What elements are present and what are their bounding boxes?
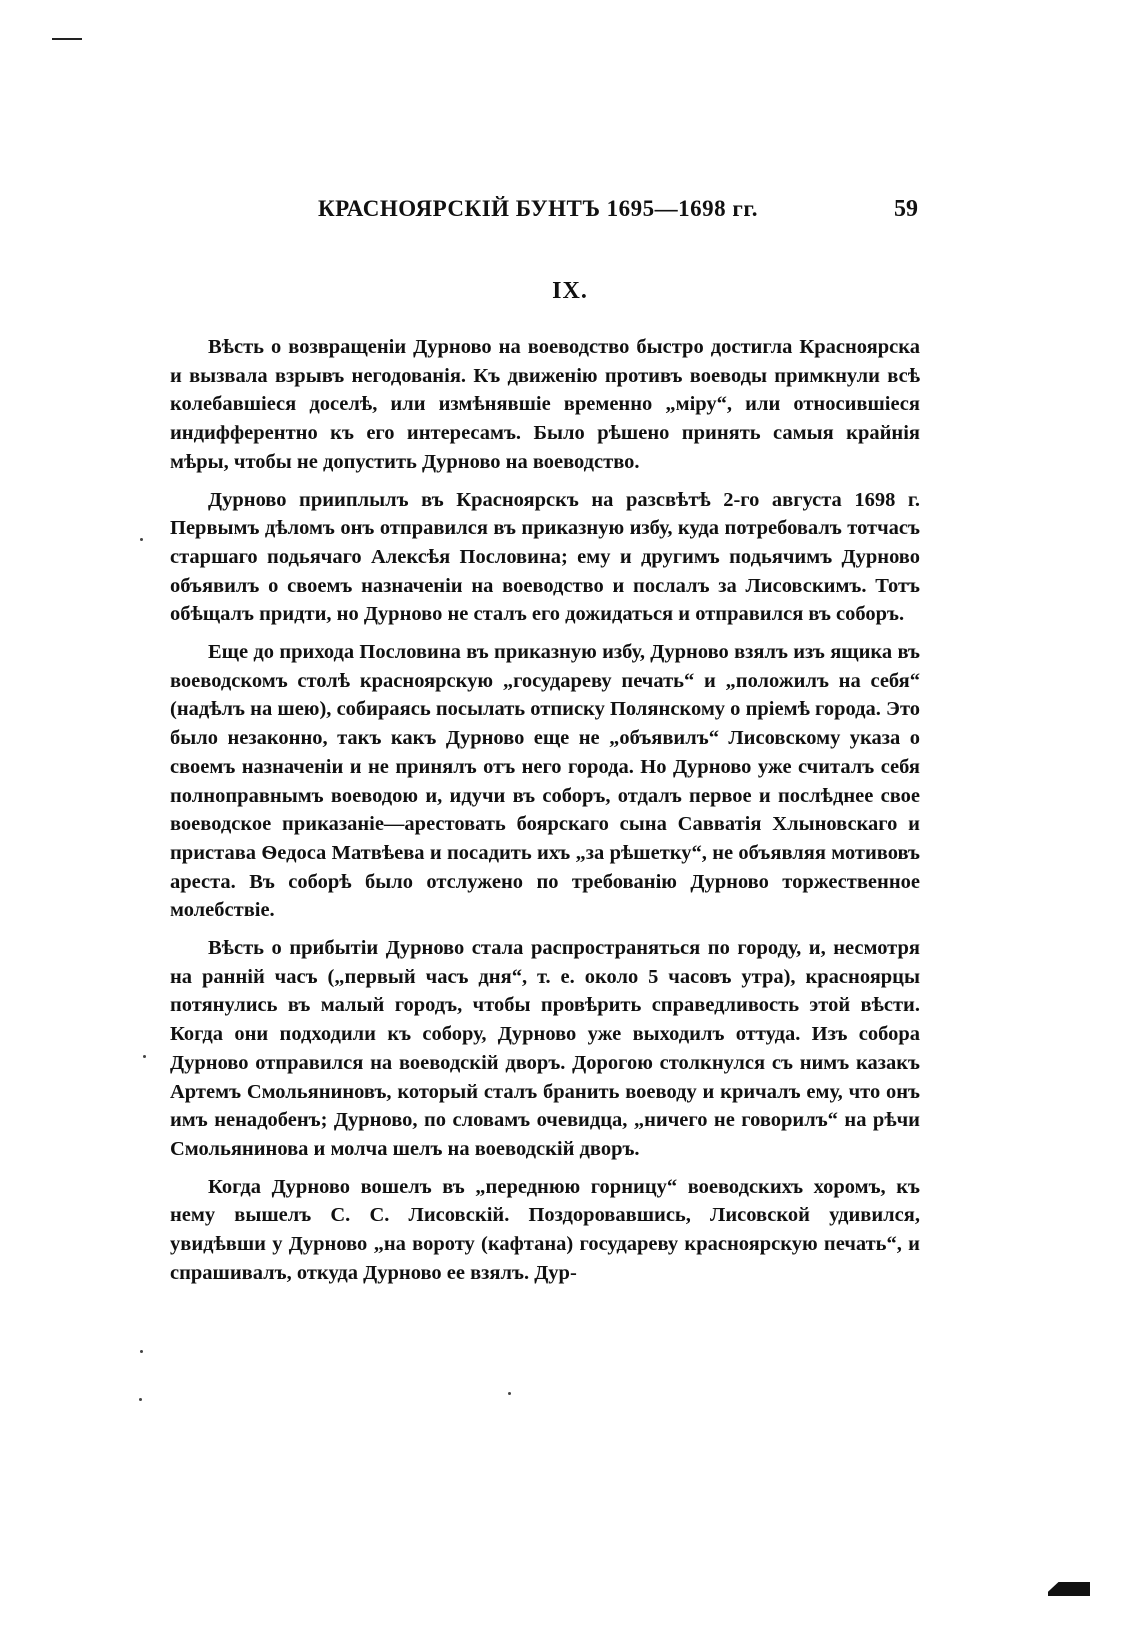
paragraph-3: Еще до прихода Пословина въ приказную избу, Дурново взялъ изъ ящика въ воеводскомъ столѣ красноярскую „государеву печать“ и „положилъ на себя“ (надѣлъ на шею), собираясь посылать отписку Полянскому о пріемѣ города. Это было незаконно, такъ какъ Дурново еще не „объявилъ“ Лисовскому указа о своемъ назначеніи и не принялъ отъ него города. Но Дурново уже считалъ себя полноправнымъ воеводою и, идучи въ соборъ, отдалъ первое и послѣднее свое воеводское приказаніе—арестовать боярскаго сына Савватія Хлыновскаго и пристава Ѳедоса Матвѣева и посадить ихъ „за рѣшетку“, не объявляя мотивовъ ареста. Въ соборѣ было отслужено по требованію Дурново торжественное молебствіе. bbox=[170, 641, 920, 922]
running-title: КРАСНОЯРСКІЙ БУНТЪ 1695—1698 гг. bbox=[318, 196, 758, 221]
scan-speck bbox=[140, 1350, 143, 1353]
scan-edge-blot bbox=[1048, 1582, 1090, 1596]
paragraph-4: Вѣсть о прибытіи Дурново стала распространяться по городу, и, несмотря на ранній часъ („первый часъ дня“, т. е. около 5 часовъ утра), красноярцы потянулись въ малый городъ, чтобы провѣрить справедливость этой вѣсти. Когда они подходили къ собору, Дурново уже выходилъ оттуда. Изъ собора Дурново отправился на воеводскій дворъ. Дорогою столкнулся съ нимъ казакъ Артемъ Смольяниновъ, который сталъ бранить воеводу и кричалъ ему, что онъ имъ ненадобенъ; Дурново, по словамъ очевидца, „ничего не говорилъ“ на рѣчи Смольянинова и молча шелъ на воеводскій дворъ. bbox=[170, 937, 920, 1160]
paragraph-2: Дурново прииплылъ въ Красноярскъ на разсвѣтѣ 2-го августа 1698 г. Первымъ дѣломъ онъ отправился въ приказную избу, куда потребовалъ тотчасъ старшаго подьячаго Алексѣя Пословина; ему и другимъ подьячимъ Дурново объявилъ о своемъ назначеніи на воеводство и послалъ за Лисовскимъ. Тотъ обѣщалъ придти, но Дурново не сталъ его дожидаться и отправился въ соборъ. bbox=[170, 488, 920, 626]
scan-edge-mark bbox=[52, 38, 82, 40]
scan-speck bbox=[139, 1398, 142, 1401]
page-number: 59 bbox=[894, 196, 918, 222]
page-header bbox=[318, 196, 918, 232]
chapter-heading: IX. bbox=[552, 278, 588, 304]
paragraph-5: Когда Дурново вошелъ въ „переднюю горницу“ воеводскихъ хоромъ, къ нему вышелъ С. С. Лисовскій. Поздоровавшись, Лисовской удивился, увидѣвши у Дурново „на вороту (кафтана) государеву красноярскую печать“, и спрашивалъ, откуда Дурново ее взялъ. Дур- bbox=[170, 1175, 920, 1284]
body-text bbox=[170, 333, 920, 1297]
paragraph-1: Вѣсть о возвращеніи Дурново на воеводство быстро достигла Красноярска и вызвала взрывъ негодованія. Къ движенію противъ воеводы примкнули всѣ колебавшіеся доселѣ, или измѣнявшіе временно „міру“, или относившіеся индифферентно къ его интересамъ. Было рѣшено принять самыя крайнія мѣры, чтобы не допустить Дурново на воеводство. bbox=[170, 336, 920, 473]
scan-speck bbox=[508, 1392, 511, 1395]
scan-speck bbox=[140, 538, 143, 541]
scan-speck bbox=[143, 1055, 146, 1058]
